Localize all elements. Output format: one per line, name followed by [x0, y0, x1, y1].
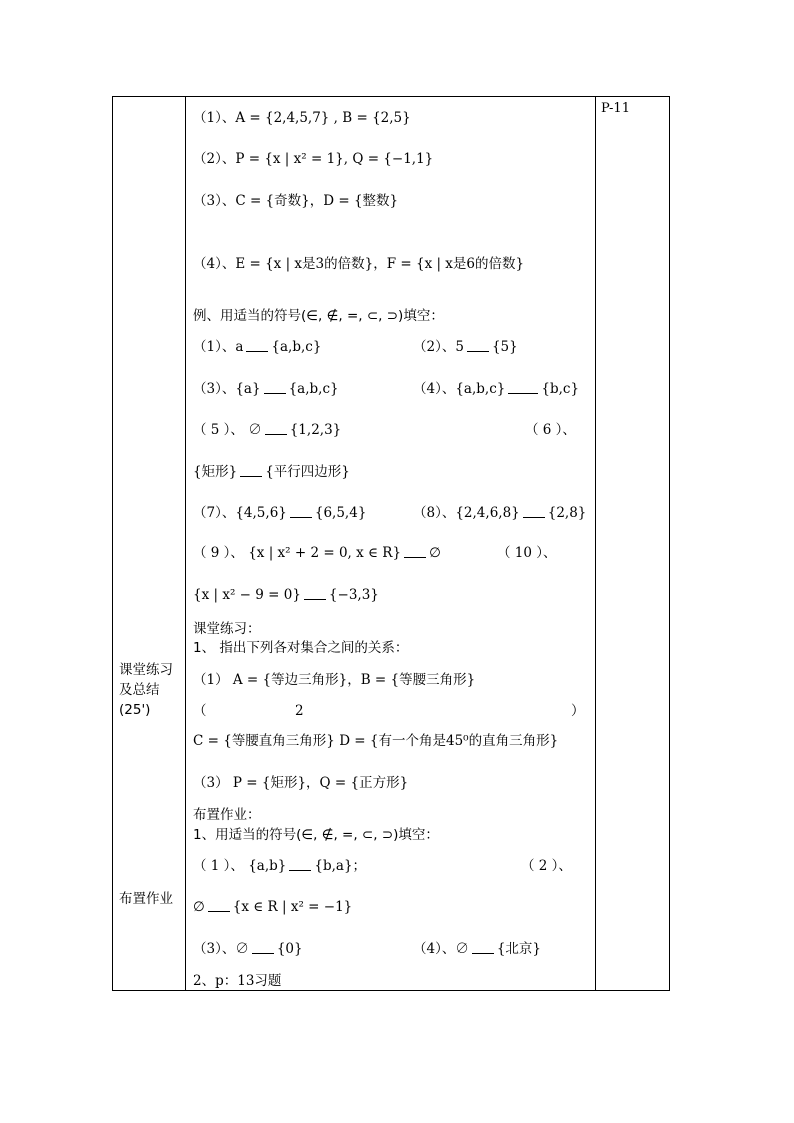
practice-2-close: ） [571, 703, 585, 719]
answer-blank[interactable] [252, 940, 274, 954]
set-pair-1: （1）、A = {2,4,5,7} , B = {2,5} [193, 110, 411, 126]
answer-blank[interactable] [240, 463, 262, 477]
example-10-number: （ 10 ）、 [497, 545, 557, 561]
set-pair-4: （4）、E = {x | x是3的倍数}，F = {x | x是6的倍数} [193, 256, 525, 272]
practice-question: 1、 指出下列各对集合之间的关系： [193, 640, 409, 656]
page-reference: P-11 [601, 101, 630, 116]
homework-1: （ 1 ）、 {a,b} {b,a}； [193, 858, 367, 874]
example-1: （1）、a {a,b,c} [193, 339, 322, 355]
homework-question: 1、用适当的符号(∈, ∉, =, ⊂, ⊃)填空： [193, 827, 439, 843]
example-10: {x | x² − 9 = 0} {−3,3} [193, 587, 379, 603]
lesson-table [112, 96, 670, 991]
practice-1: （1） A = {等边三角形}，B = {等腰三角形} [193, 672, 476, 688]
homework-2-exercise: 2、p：13习题 [193, 973, 282, 989]
practice-3: （3） P = {矩形}，Q = {正方形} [193, 775, 409, 791]
answer-blank[interactable] [523, 504, 545, 518]
practice-2-open: （ [193, 703, 207, 719]
example-9: （ 9 ）、 {x | x² + 2 = 0, x ∈ R} ∅ [193, 545, 441, 561]
example-3: （3）、{a} {a,b,c} [193, 381, 339, 397]
example-title: 例、用适当的符号(∈, ∉, =, ⊂, ⊃)填空： [193, 308, 444, 324]
homework-4: （4）、∅ {北京} [413, 941, 542, 957]
answer-blank[interactable] [472, 940, 494, 954]
example-8: （8）、{2,4,6,8} {2,8} [413, 505, 587, 521]
example-4: （4）、{a,b,c} {b,c} [413, 381, 580, 397]
example-5: （ 5 ）、 ∅ {1,2,3} [193, 422, 342, 438]
homework-2: ∅ {x ∈ R | x² = −1} [193, 899, 353, 915]
set-pair-2: （2）、P = {x | x² = 1}, Q = {−1,1} [193, 151, 434, 167]
answer-blank[interactable] [508, 380, 538, 394]
answer-blank[interactable] [304, 586, 326, 600]
practice-title: 课堂练习： [193, 621, 261, 637]
column-divider-2 [595, 97, 596, 990]
answer-blank[interactable] [290, 504, 312, 518]
practice-2-number: 2 [295, 703, 304, 719]
practice-label-1: 课堂练习 [119, 662, 173, 678]
example-2: （2）、5 {5} [413, 339, 518, 355]
answer-blank[interactable] [208, 898, 230, 912]
homework-2-number: （ 2 ）、 [521, 858, 572, 874]
example-7: （7）、{4,5,6} {6,5,4} [193, 505, 367, 521]
answer-blank[interactable] [246, 338, 268, 352]
answer-blank[interactable] [289, 857, 311, 871]
practice-2: C = {等腰直角三角形} D = {有一个角是45⁰的直角三角形} [193, 733, 559, 749]
answer-blank[interactable] [404, 544, 426, 558]
example-6: {矩形} {平行四边形} [193, 464, 350, 480]
example-6-number: （ 6 ）、 [525, 422, 576, 438]
homework-3: （3）、∅ {0} [193, 941, 303, 957]
homework-label: 布置作业 [119, 891, 173, 907]
answer-blank[interactable] [467, 338, 489, 352]
practice-label-3: (25') [119, 702, 151, 718]
homework-title: 布置作业： [193, 807, 261, 823]
set-pair-3: （3）、C = {奇数}，D = {整数} [193, 193, 399, 209]
answer-blank[interactable] [265, 421, 287, 435]
column-divider-1 [185, 97, 186, 990]
practice-label-2: 及总结 [119, 682, 160, 698]
answer-blank[interactable] [264, 380, 286, 394]
